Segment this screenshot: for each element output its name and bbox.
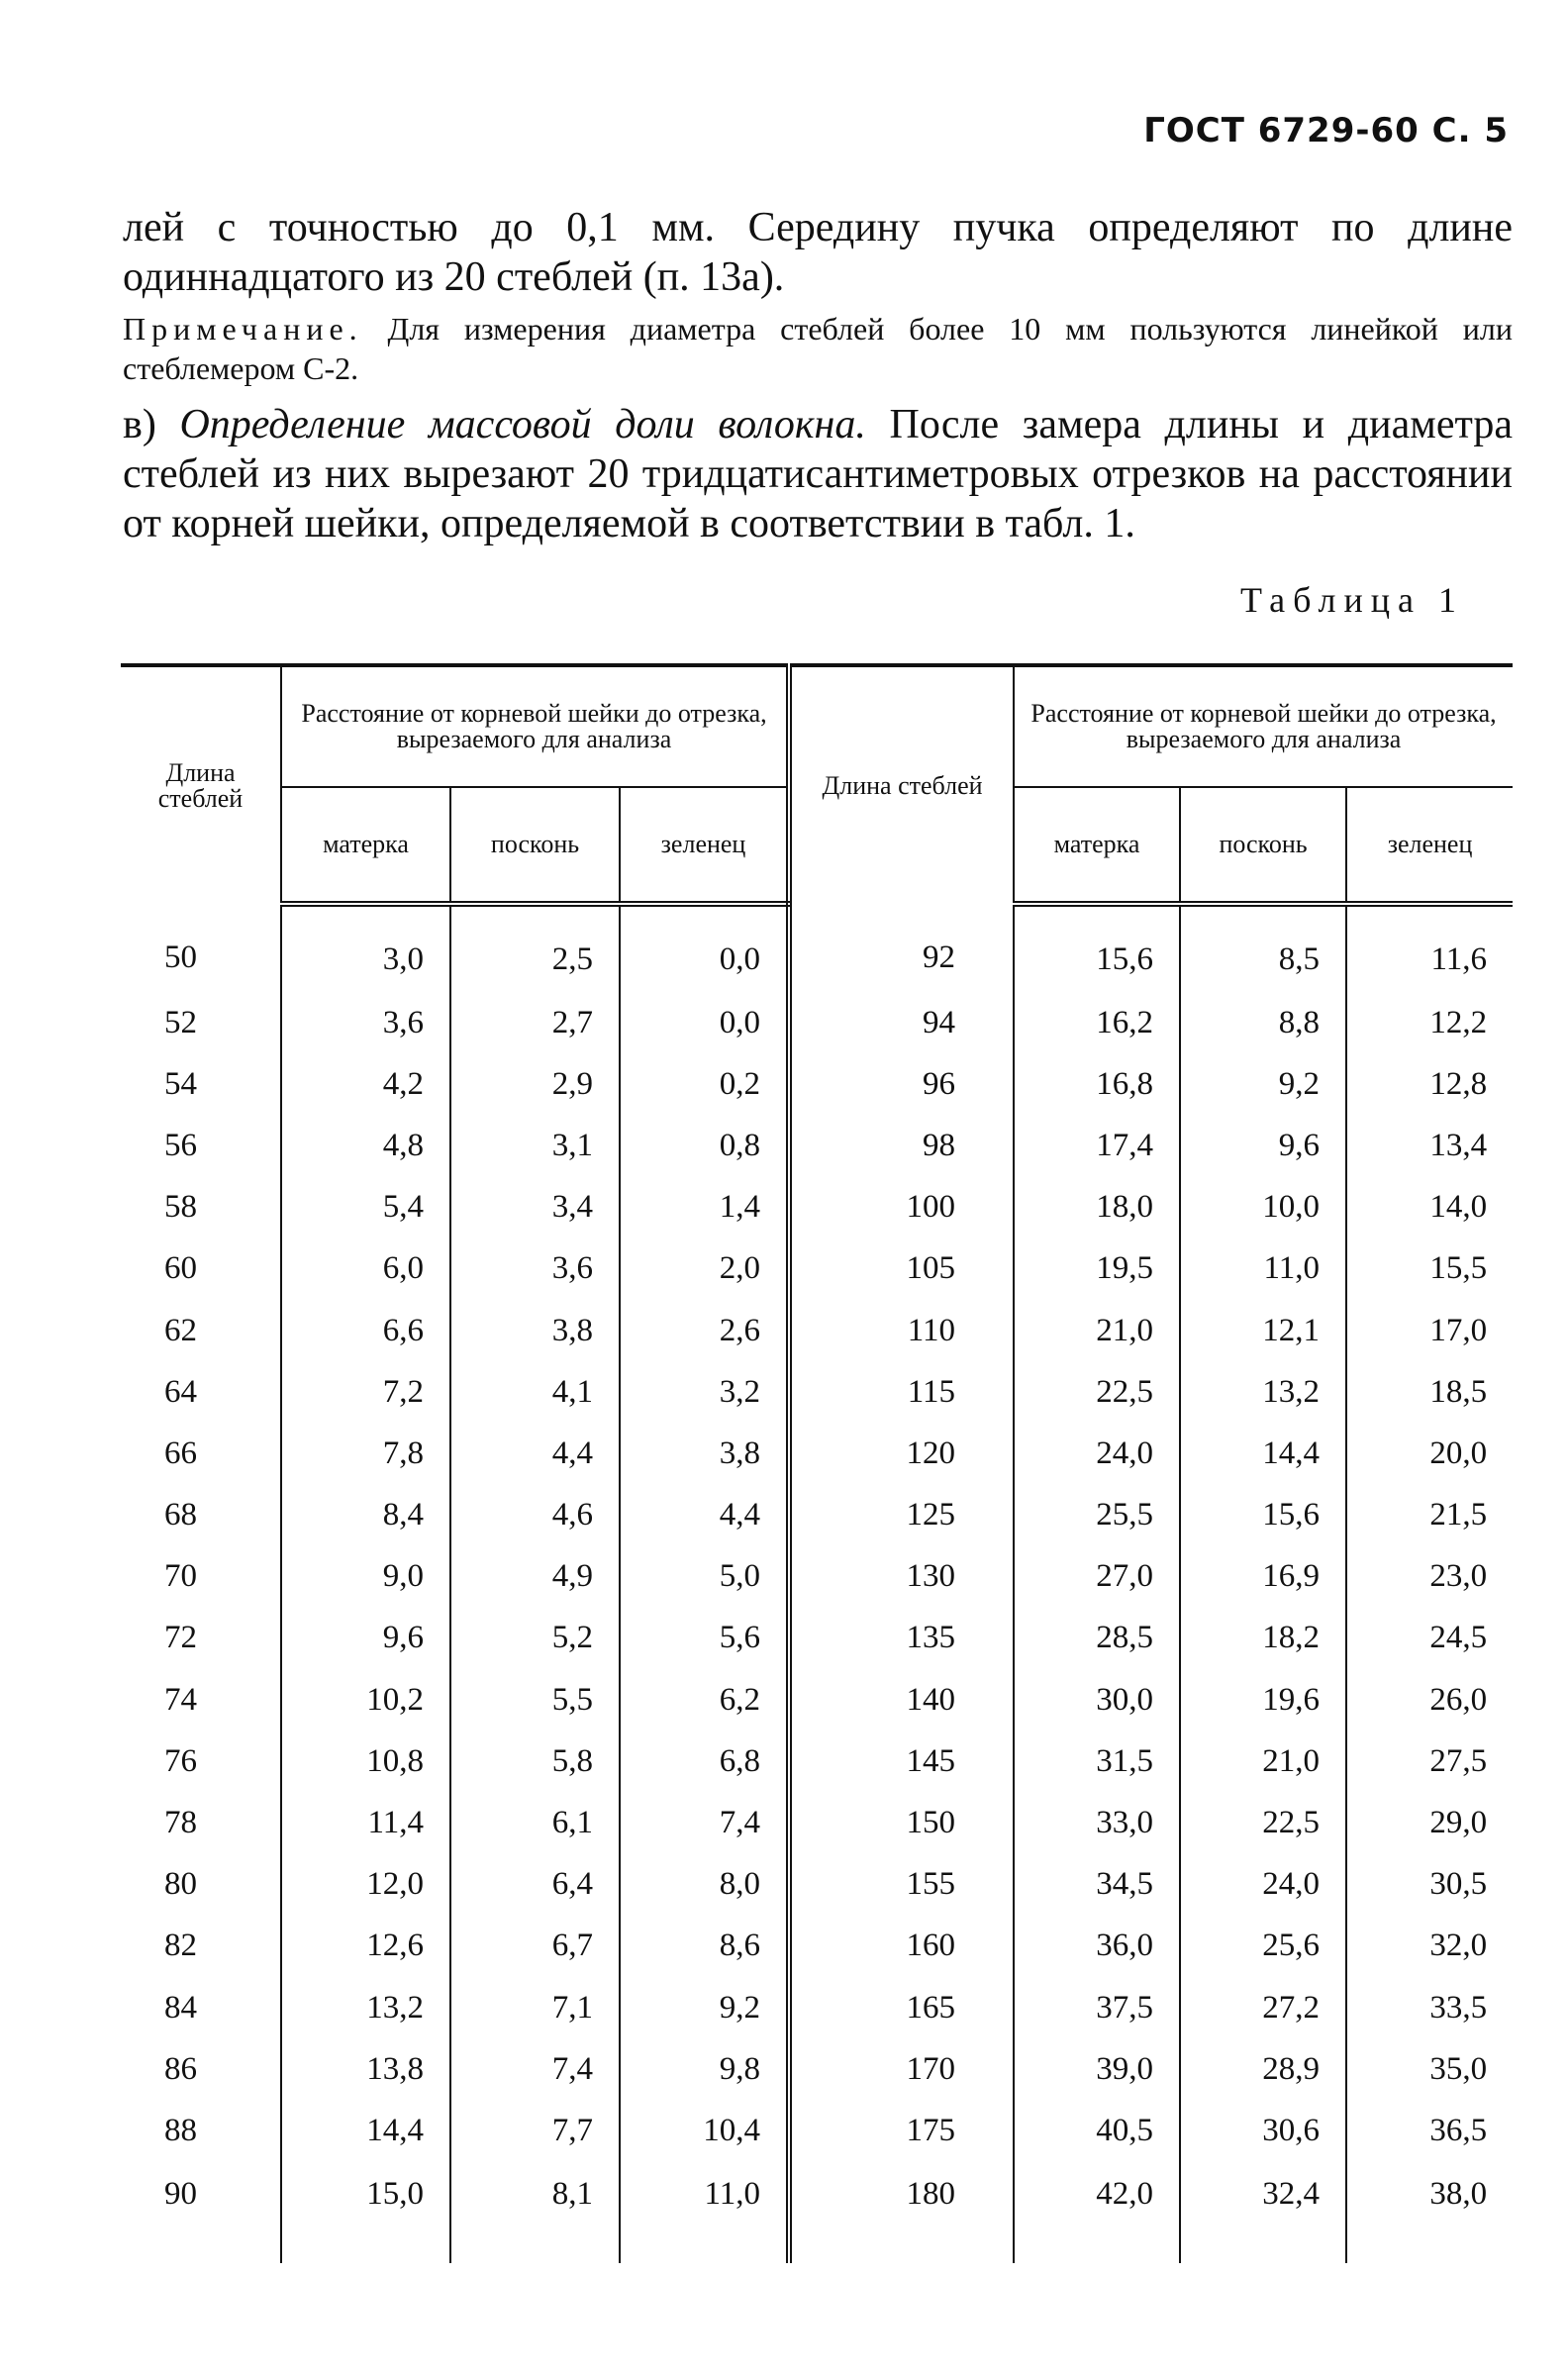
cell-length-right: 92	[789, 904, 1014, 992]
cell-materka-left: 15,0	[281, 2162, 450, 2263]
table-row	[121, 904, 1513, 992]
cell-length-left: 78	[121, 1792, 281, 1853]
cell-length-left: 70	[121, 1546, 281, 1608]
cell-length-right: 135	[789, 1608, 1014, 1669]
cell-poskon-right: 13,2	[1180, 1361, 1346, 1423]
cell-materka-right: 16,2	[1014, 992, 1180, 1053]
cell-zelenets-left: 10,4	[620, 2100, 789, 2161]
table-row	[121, 992, 1513, 1053]
cell-zelenets-right: 21,5	[1429, 1497, 1488, 1533]
cell-zelenets-left: 0,0	[620, 992, 789, 1053]
cell-zelenets-left: 9,2	[620, 1977, 789, 2038]
cell-zelenets-right: 30,5	[1429, 1866, 1488, 1903]
cell-poskon-right: 30,6	[1180, 2100, 1346, 2161]
cell-length-left: 66	[121, 1423, 281, 1484]
cell-materka-left: 3,6	[281, 992, 450, 1053]
cell-length-right: 130	[789, 1546, 1014, 1608]
cell-materka-right: 27,0	[1014, 1546, 1180, 1608]
cell-length-left: 50	[121, 904, 281, 992]
table-caption: Таблица 1	[1240, 580, 1464, 620]
cell-poskon-left: 3,1	[450, 1115, 620, 1176]
cell-poskon-right: 24,0	[1180, 1854, 1346, 1916]
cell-poskon-right: 18,2	[1180, 1608, 1346, 1669]
cell-zelenets-left: 5,6	[620, 1608, 789, 1669]
table-row	[121, 1792, 1513, 1853]
header-poskon-right: посконь	[1180, 787, 1346, 904]
cell-zelenets-left: 1,4	[620, 1177, 789, 1238]
cell-poskon-right: 14,4	[1180, 1423, 1346, 1484]
cell-length-left: 62	[121, 1300, 281, 1361]
cell-poskon-left: 4,6	[450, 1485, 620, 1546]
table-row	[121, 2038, 1513, 2100]
cell-zelenets-left: 2,6	[620, 1300, 789, 1361]
cell-materka-left: 12,6	[281, 1916, 450, 1977]
cell-materka-right: 36,0	[1014, 1916, 1180, 1977]
cell-length-left: 64	[121, 1361, 281, 1423]
cell-poskon-left: 6,4	[450, 1854, 620, 1916]
cell-poskon-left: 2,9	[450, 1053, 620, 1115]
cell-materka-right: 17,4	[1014, 1115, 1180, 1176]
cell-zelenets-right: 18,5	[1429, 1373, 1488, 1410]
cell-poskon-right: 28,9	[1180, 2038, 1346, 2100]
cell-length-right: 140	[789, 1669, 1014, 1731]
cell-poskon-right: 22,5	[1180, 1792, 1346, 1853]
cell-length-left: 58	[121, 1177, 281, 1238]
header-zelenets-right: зеленец	[1346, 787, 1513, 904]
header-zelenets-left: зеленец	[620, 787, 789, 904]
cell-length-left: 84	[121, 1977, 281, 2038]
cell-materka-right: 21,0	[1014, 1300, 1180, 1361]
cell-materka-right: 39,0	[1014, 2038, 1180, 2100]
cell-poskon-right: 27,2	[1180, 1977, 1346, 2038]
table-row	[121, 1115, 1513, 1176]
cell-zelenets-left: 5,0	[620, 1546, 789, 1608]
paragraph-2-heading: Определение массовой доли волокна.	[179, 402, 866, 447]
cell-materka-left: 9,6	[281, 1608, 450, 1669]
table-row	[121, 1669, 1513, 1731]
cell-zelenets-left: 6,2	[620, 1669, 789, 1731]
cell-zelenets-left: 3,8	[620, 1423, 789, 1484]
note-text: Для измерения диаметра стеблей более 10 мм пользуются линейкой или стеблемером С-2.	[123, 311, 1514, 386]
cell-materka-left: 10,2	[281, 1669, 450, 1731]
cell-poskon-right: 16,9	[1180, 1546, 1346, 1608]
cell-poskon-right: 9,6	[1180, 1115, 1346, 1176]
cell-poskon-left: 2,7	[450, 992, 620, 1053]
cell-zelenets-right: 36,5	[1429, 2112, 1488, 2148]
paragraph-2-rest: После замера длины и диаметра стеблей из них вырезают 20 тридцатисантиметровых отрезков на расстоянии от корней шейки, определяемой в соответствии в табл. 1.	[123, 402, 1514, 546]
header-group-right: Расстояние от корневой шейки до отрезка, вырезаемого для анализа	[1014, 665, 1513, 787]
cell-zelenets-left: 7,4	[620, 1792, 789, 1853]
cell-poskon-left: 4,1	[450, 1361, 620, 1423]
cell-length-right: 150	[789, 1792, 1014, 1853]
cell-zelenets-right: 12,8	[1429, 1065, 1488, 1102]
cell-length-right: 98	[789, 1115, 1014, 1176]
header-poskon-left: посконь	[450, 787, 620, 904]
paragraph-1: лей с точностью до 0,1 мм. Середину пучка определяют по длине одиннадцатого из 20 стеблей (п. 13а).	[123, 205, 1513, 300]
cell-poskon-right: 10,0	[1180, 1177, 1346, 1238]
header-materka-right: матерка	[1014, 787, 1180, 904]
cell-zelenets-left: 8,0	[620, 1854, 789, 1916]
paragraph-2-lead: в)	[123, 402, 180, 447]
cell-materka-right: 31,5	[1014, 1731, 1180, 1792]
cell-length-right: 145	[789, 1731, 1014, 1792]
cell-zelenets-left: 4,4	[620, 1485, 789, 1546]
cell-poskon-left: 5,2	[450, 1608, 620, 1669]
cell-materka-right: 30,0	[1014, 1669, 1180, 1731]
cell-length-right: 110	[789, 1300, 1014, 1361]
cell-poskon-left: 5,5	[450, 1669, 620, 1731]
cell-poskon-left: 6,7	[450, 1916, 620, 1977]
cell-poskon-left: 3,8	[450, 1300, 620, 1361]
cell-zelenets-right: 11,6	[1430, 940, 1488, 977]
cell-poskon-left: 3,6	[450, 1238, 620, 1300]
cell-zelenets-left: 2,0	[620, 1238, 789, 1300]
cell-materka-right: 40,5	[1014, 2100, 1180, 2161]
note	[123, 309, 1513, 388]
cell-zelenets-right: 27,5	[1429, 1742, 1488, 1779]
cell-materka-right: 42,0	[1014, 2162, 1180, 2263]
cell-length-right: 120	[789, 1423, 1014, 1484]
cell-length-left: 54	[121, 1053, 281, 1115]
cell-zelenets-right: 24,5	[1429, 1620, 1488, 1656]
table-row	[121, 2100, 1513, 2161]
table-row	[121, 1731, 1513, 1792]
cell-materka-right: 24,0	[1014, 1423, 1180, 1484]
header-group-left: Расстояние от корневой шейки до отрезка, вырезаемого для анализа	[281, 665, 789, 787]
cell-materka-right: 37,5	[1014, 1977, 1180, 2038]
cell-length-left: 86	[121, 2038, 281, 2100]
data-table-wrapper	[121, 663, 1513, 2263]
cell-materka-left: 4,8	[281, 1115, 450, 1176]
cell-length-left: 52	[121, 992, 281, 1053]
cell-length-left: 72	[121, 1608, 281, 1669]
cell-zelenets-right: 33,5	[1429, 1989, 1488, 2026]
cell-materka-right: 28,5	[1014, 1608, 1180, 1669]
cell-materka-left: 14,4	[281, 2100, 450, 2161]
cell-length-right: 170	[789, 2038, 1014, 2100]
table-row	[121, 1854, 1513, 1916]
cell-length-right: 165	[789, 1977, 1014, 2038]
cell-zelenets-left: 0,2	[620, 1053, 789, 1115]
cell-materka-right: 19,5	[1014, 1238, 1180, 1300]
table-row	[121, 1977, 1513, 2038]
cell-length-left: 88	[121, 2100, 281, 2161]
table-row	[121, 1300, 1513, 1361]
cell-materka-left: 4,2	[281, 1053, 450, 1115]
cell-length-left: 74	[121, 1669, 281, 1731]
cell-materka-left: 12,0	[281, 1854, 450, 1916]
table-row	[121, 1916, 1513, 1977]
cell-materka-left: 13,2	[281, 1977, 450, 2038]
cell-zelenets-right: 13,4	[1429, 1127, 1488, 1163]
cell-materka-left: 6,6	[281, 1300, 450, 1361]
cell-length-left: 68	[121, 1485, 281, 1546]
cell-length-right: 105	[789, 1238, 1014, 1300]
cell-materka-left: 11,4	[281, 1792, 450, 1853]
cell-length-right: 100	[789, 1177, 1014, 1238]
cell-length-right: 94	[789, 992, 1014, 1053]
header-materka-left: матерка	[281, 787, 450, 904]
cell-poskon-left: 7,1	[450, 1977, 620, 2038]
cell-poskon-right: 21,0	[1180, 1731, 1346, 1792]
cell-poskon-right: 8,8	[1180, 992, 1346, 1053]
cell-materka-left: 7,8	[281, 1423, 450, 1484]
cell-poskon-right: 25,6	[1180, 1916, 1346, 1977]
cell-zelenets-left: 11,0	[620, 2162, 789, 2263]
cell-length-left: 82	[121, 1916, 281, 1977]
cell-poskon-right: 15,6	[1180, 1485, 1346, 1546]
cell-length-right: 160	[789, 1916, 1014, 1977]
cell-poskon-left: 2,5	[450, 904, 620, 992]
cell-poskon-right: 32,4	[1180, 2162, 1346, 2263]
cell-poskon-left: 4,9	[450, 1546, 620, 1608]
cell-length-right: 155	[789, 1854, 1014, 1916]
header-length-right: Длина стеблей	[789, 665, 1014, 904]
cell-materka-left: 3,0	[281, 904, 450, 992]
cell-length-right: 96	[789, 1053, 1014, 1115]
table-row	[121, 1546, 1513, 1608]
cell-zelenets-right: 23,0	[1429, 1558, 1488, 1595]
cell-poskon-left: 8,1	[450, 2162, 620, 2263]
cell-length-left: 80	[121, 1854, 281, 1916]
cell-materka-left: 13,8	[281, 2038, 450, 2100]
cell-poskon-right: 12,1	[1180, 1300, 1346, 1361]
cell-length-right: 180	[789, 2162, 1014, 2263]
table-row	[121, 1177, 1513, 1238]
cell-zelenets-right: 15,5	[1429, 1250, 1488, 1287]
cell-materka-left: 9,0	[281, 1546, 450, 1608]
cell-zelenets-right: 17,0	[1429, 1312, 1488, 1348]
table-row	[121, 1361, 1513, 1423]
cell-zelenets-left: 6,8	[620, 1731, 789, 1792]
page-header: ГОСТ 6729-60 С. 5	[1143, 111, 1509, 150]
note-label: Примечание.	[123, 311, 363, 346]
cell-zelenets-right: 38,0	[1429, 2175, 1488, 2212]
cell-zelenets-right: 14,0	[1429, 1189, 1488, 1226]
cell-materka-right: 15,6	[1014, 904, 1180, 992]
table-row	[121, 2162, 1513, 2263]
cell-zelenets-left: 8,6	[620, 1916, 789, 1977]
cell-poskon-right: 8,5	[1180, 904, 1346, 992]
cell-zelenets-left: 3,2	[620, 1361, 789, 1423]
cell-length-right: 125	[789, 1485, 1014, 1546]
cell-materka-right: 34,5	[1014, 1854, 1180, 1916]
cell-length-left: 56	[121, 1115, 281, 1176]
cell-poskon-right: 11,0	[1180, 1238, 1346, 1300]
table-row	[121, 1485, 1513, 1546]
cell-poskon-left: 3,4	[450, 1177, 620, 1238]
cell-materka-right: 33,0	[1014, 1792, 1180, 1853]
cell-poskon-left: 4,4	[450, 1423, 620, 1484]
cell-zelenets-right: 32,0	[1429, 1928, 1488, 1964]
cell-length-right: 115	[789, 1361, 1014, 1423]
table-row	[121, 1608, 1513, 1669]
cell-length-left: 90	[121, 2162, 281, 2263]
cell-length-left: 60	[121, 1238, 281, 1300]
cell-poskon-right: 9,2	[1180, 1053, 1346, 1115]
cell-poskon-left: 7,7	[450, 2100, 620, 2161]
table-row	[121, 1423, 1513, 1484]
header-length-left: Длина стеблей	[121, 665, 281, 904]
cell-zelenets-left: 0,8	[620, 1115, 789, 1176]
cell-materka-left: 5,4	[281, 1177, 450, 1238]
cell-materka-right: 25,5	[1014, 1485, 1180, 1546]
table-row	[121, 1238, 1513, 1300]
table-row	[121, 1053, 1513, 1115]
cell-length-right: 175	[789, 2100, 1014, 2161]
cell-zelenets-right: 26,0	[1429, 1681, 1488, 1718]
cell-poskon-left: 5,8	[450, 1731, 620, 1792]
paragraph-2	[123, 400, 1513, 548]
cell-length-left: 76	[121, 1731, 281, 1792]
cell-materka-right: 16,8	[1014, 1053, 1180, 1115]
cell-zelenets-left: 9,8	[620, 2038, 789, 2100]
cell-zelenets-right: 35,0	[1429, 2050, 1488, 2087]
cell-materka-left: 10,8	[281, 1731, 450, 1792]
cell-materka-right: 22,5	[1014, 1361, 1180, 1423]
cell-zelenets-right: 12,2	[1429, 1004, 1488, 1040]
cell-materka-left: 6,0	[281, 1238, 450, 1300]
cell-materka-left: 7,2	[281, 1361, 450, 1423]
cell-zelenets-right: 20,0	[1429, 1434, 1488, 1471]
data-table	[121, 663, 1513, 2263]
cell-poskon-left: 7,4	[450, 2038, 620, 2100]
cell-zelenets-left: 0,0	[620, 904, 789, 992]
cell-materka-right: 18,0	[1014, 1177, 1180, 1238]
cell-materka-left: 8,4	[281, 1485, 450, 1546]
cell-poskon-left: 6,1	[450, 1792, 620, 1853]
cell-zelenets-right: 29,0	[1429, 1805, 1488, 1841]
cell-poskon-right: 19,6	[1180, 1669, 1346, 1731]
